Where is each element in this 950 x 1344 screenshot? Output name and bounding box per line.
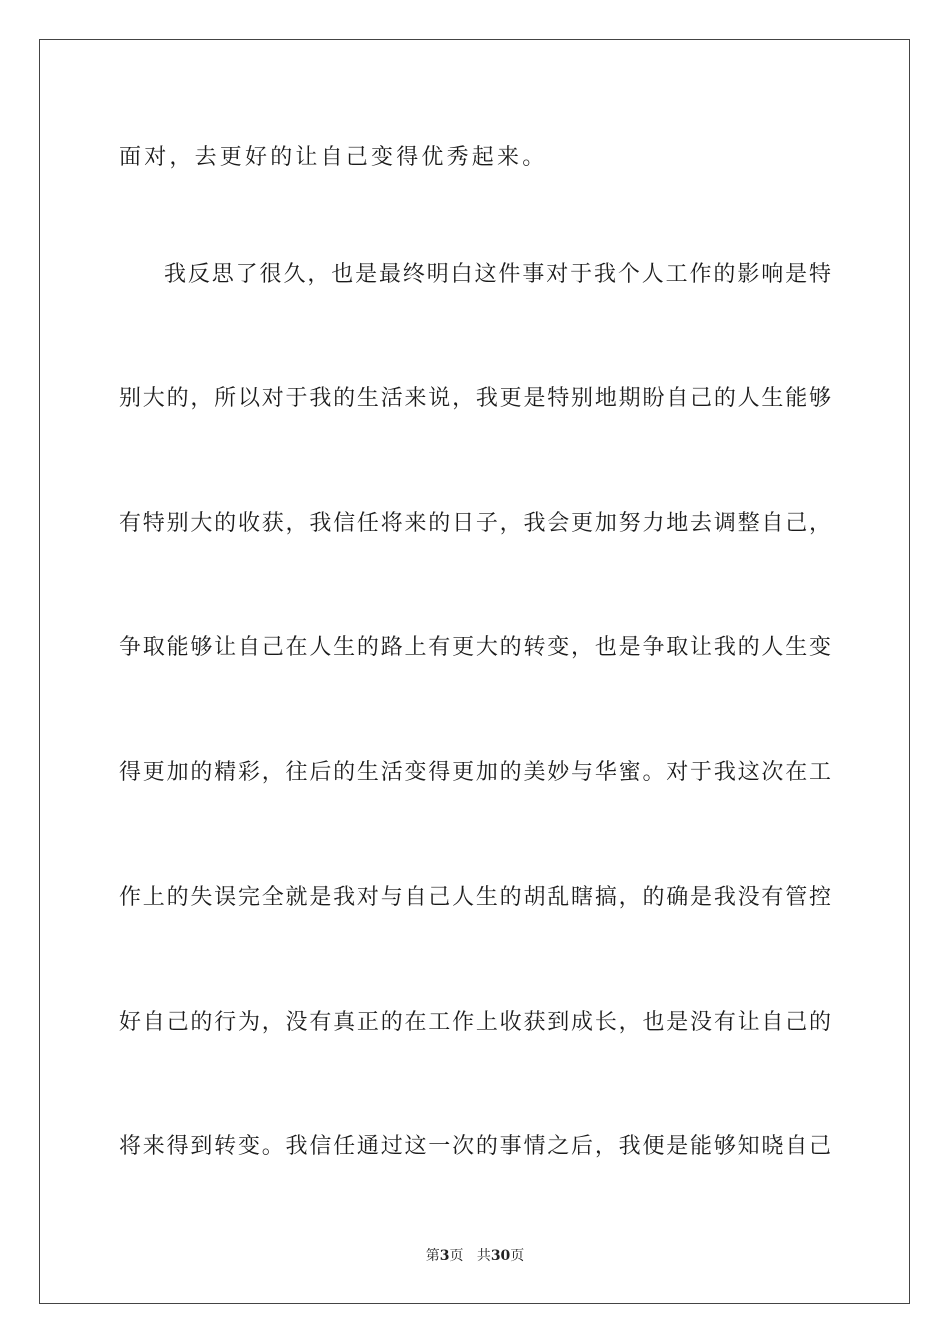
paragraph-line: 将来得到转变。我信任通过这一次的事情之后，我便是能够知晓自己 bbox=[119, 1134, 831, 1159]
page-prefix: 第 bbox=[425, 1248, 440, 1264]
total-suffix: 页 bbox=[510, 1248, 525, 1264]
paragraph-line: 有特别大的收获，我信任将来的日子，我会更加努力地去调整自己， bbox=[119, 511, 831, 536]
total-pages: 30 bbox=[490, 1248, 511, 1264]
total-prefix: 共 bbox=[476, 1248, 491, 1264]
page-border bbox=[39, 39, 910, 1304]
page-footer bbox=[0, 1246, 950, 1266]
page-number: 3 bbox=[439, 1248, 450, 1264]
paragraph-line: 好自己的行为，没有真正的在工作上收获到成长，也是没有让自己的 bbox=[119, 1010, 831, 1035]
paragraph-line: 面对，去更好的让自己变得优秀起来。 bbox=[119, 145, 548, 170]
paragraph-line: 作上的失误完全就是我对与自己人生的胡乱瞎搞，的确是我没有管控 bbox=[119, 885, 831, 910]
paragraph-line: 别大的，所以对于我的生活来说，我更是特别地期盼自己的人生能够 bbox=[119, 386, 831, 411]
page-suffix: 页 bbox=[449, 1248, 464, 1264]
paragraph-line: 我反思了很久，也是最终明白这件事对于我个人工作的影响是特 bbox=[164, 262, 831, 287]
paragraph-line: 争取能够让自己在人生的路上有更大的转变，也是争取让我的人生变 bbox=[119, 635, 831, 660]
paragraph-line: 得更加的精彩，往后的生活变得更加的美妙与华蜜。对于我这次在工 bbox=[119, 760, 831, 785]
